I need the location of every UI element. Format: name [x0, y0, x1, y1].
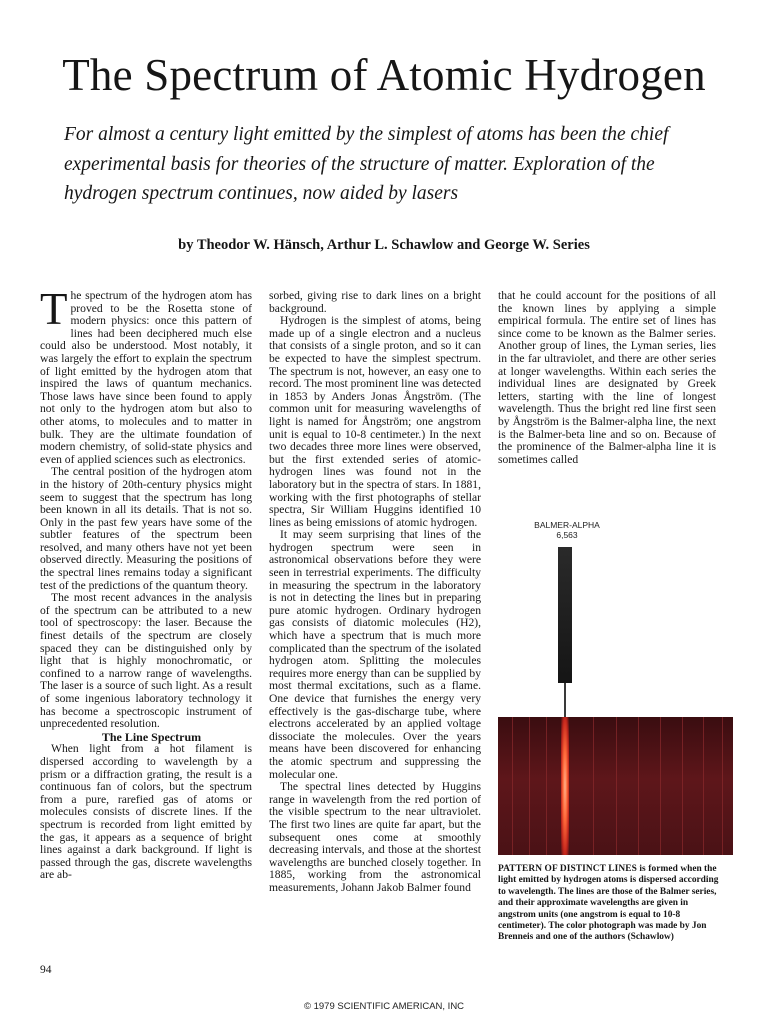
text-column-2 — [269, 290, 481, 895]
balmer-alpha-line-marker — [558, 547, 572, 683]
paragraph: The central position of the hydrogen atom in the history of 20th-century physics might seem to suggest that the spectrum has long been known in all its details. That is not so. Only in the past few years have some of the subtler features of the spectrum been resolved, and many others have not yet been observed directly. Measuring the positions of the spectral lines remains today a significant test of the predictions of the quantum theory. — [40, 465, 252, 592]
spectral-line — [703, 717, 704, 855]
article-subtitle: For almost a century light emitted by the simplest of atoms has been the chief experimental basis for theories of the structure of matter. Exploration of the hydrogen spectrum continues, now aided by lasers — [64, 124, 669, 204]
copyright-footer: © 1979 SCIENTIFIC AMERICAN, INC — [303, 1001, 465, 1012]
spectral-line — [722, 717, 723, 855]
spectral-line — [682, 717, 683, 855]
text-column-1 — [40, 284, 252, 882]
balmer-alpha-line-stem — [564, 683, 566, 717]
balmer-alpha-label — [508, 520, 626, 540]
paragraph: When light from a hot filament is dispersed according to wavelength by a prism or a diffraction grating, the result is a continuous fan of colors, but the spectrum from a pure, rarefied gas of atoms or molecules consists of discrete lines. If the spectrum is recorded from light emitted by the gas, it appears as a sequence of bright lines against a dark background. If light is passed through the gas, discrete wavelengths are ab- — [40, 742, 252, 882]
spectral-line — [546, 717, 547, 855]
balmer-alpha-spectral-line — [561, 717, 569, 855]
paragraph: The most recent advances in the analysis of the spectrum can be attributed to a new tool of spectroscopy: the laser. Because the finest details of the spectrum are closely spaced they can be distinguished only by light that is highly monochromatic, or confined to a narrow range of wavelengths. The laser is a source of such light. As a result of some ingenious laboratory technology it has become a spectroscopic instrument of unprecedented resolution. — [40, 591, 252, 731]
spectral-line — [660, 717, 661, 855]
drop-cap: T — [40, 284, 68, 334]
paragraph: that he could account for the positions of all the known lines by applying a simple empirical formula. The entire set of lines has since come to be known as the Balmer series. Another group of lines, the Lyman series, lies in the far ultraviolet, and there are other series at longer wavelengths. Within each series the individual lines are designated by Greek letters, starting with the line of longest wavelength. Thus the bright red line first seen by Ångström is the Balmer-alpha line, the next is the Balmer-beta line and so on. Because of the prominence of the Balmer-alpha line it is sometimes called — [498, 289, 716, 466]
paragraph: The spectral lines detected by Huggins range in wavelength from the red portion of the visible spectrum to the near ultraviolet. The first two lines are quite far apart, but the subsequent ones come at smoothly decreasing intervals, and those at the shortest wavelengths are bunched closely together. In 1885, working from the astronomical measurements, Johann Jakob Balmer found — [269, 780, 481, 894]
article-title: The Spectrum of Atomic Hydrogen — [62, 50, 706, 100]
caption-lead: PATTERN OF DISTINCT LINES is formed — [498, 864, 678, 874]
paragraph-intro-text: he spectrum of the hydrogen atom has proved to be the Rosetta stone of modern physics: once this pattern of lines had been deciphered much else could also be understood. Most notably, it was largely the effort to explain the spectrum of light emitted by the hydrogen atom that inspired the laws of quantum mechanics. Those laws have since been found to apply not only to the hydrogen atom but also to other atoms, to molecules and to matter in bulk. They are the ultimate foundation of modern chemistry, of solid-state physics and even of applied sciences such as electronics. — [40, 289, 252, 466]
caption-text: when the light emitted by hydrogen atoms is dispersed according to wavelength. The lines are those of the Balmer series, and their approximate wavelengths are given in angstrom units (one angstrom is equal to 10-8 centimeter). The color photograph was made by Jon Brenneis and one of the authors (Schawlow) — [498, 864, 719, 943]
balmer-alpha-wavelength: 6,563 — [556, 530, 578, 540]
spectrum-photograph — [498, 717, 733, 855]
spectral-line — [616, 717, 617, 855]
spectral-line — [512, 717, 513, 855]
text-column-3 — [498, 290, 716, 466]
paragraph: Hydrogen is the simplest of atoms, being made up of a single electron and a nucleus that consists of a single proton, and so it can be expected to have the simplest spectrum. The spectrum is not, however, an easy one to record. The most prominent line was detected in 1853 by Anders Jonas Ångström. (The common unit for measuring wavelengths of light is named for Ångström; one angstrom unit is equal to 10-8 centimeter.) In the next two decades three more lines were observed, but the first extended series of atomic-hydrogen lines was found not in the laboratory but in the spectra of stars. In 1881, working with the first photographs of stellar spectra, Sir William Huggins identified 10 lines as being emissions of atomic hydrogen. — [269, 314, 481, 529]
paragraph: It may seem surprising that lines of the hydrogen spectrum were seen in astronomical observations before they were seen in terrestrial experiments. The difficulty in measuring the spectrum in the laboratory is not in detecting the lines but in preparing pure atomic hydrogen. Ordinary hydrogen gas consists of diatomic molecules (H2), which have a spectrum that is much more complicated than the spectrum of the isolated hydrogen atom. Splitting the molecules requires more energy than can be supplied by most thermal excitations, such as a flame. One device that furnishes the energy very effectively is the gas-discharge tube, where electrons accelerated by an applied voltage dissociate the molecules. Over the years means have been discovered for enhancing the atomic spectrum and suppressing the molecular one. — [269, 528, 481, 781]
section-heading: The Line Spectrum — [101, 729, 202, 744]
paragraph: sorbed, giving rise to dark lines on a bright background. — [269, 289, 481, 315]
spectral-line — [638, 717, 639, 855]
figure-caption — [498, 864, 720, 944]
article-byline: by Theodor W. Hänsch, Arthur L. Schawlow and George W. Series — [178, 237, 590, 253]
spectral-line — [593, 717, 594, 855]
page-number: 94 — [40, 964, 52, 976]
balmer-alpha-name: BALMER-ALPHA — [534, 520, 600, 530]
paragraph-intro — [40, 284, 252, 466]
spectral-line — [529, 717, 530, 855]
